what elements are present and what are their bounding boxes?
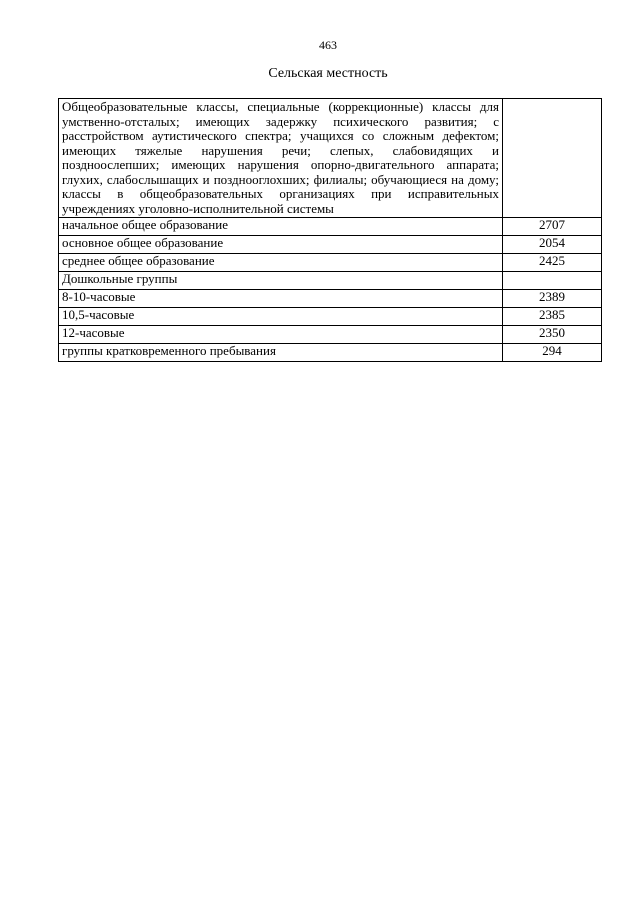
table-cell-label: 10,5-часовые	[59, 308, 503, 326]
section-title: Сельская местность	[268, 66, 388, 81]
table-row	[59, 326, 602, 344]
table-row	[59, 344, 602, 362]
table-cell-label: 8-10-часовые	[59, 290, 503, 308]
table-cell-value	[503, 99, 602, 218]
table-row	[59, 272, 602, 290]
table-cell-label: 12-часовые	[59, 326, 503, 344]
table-cell-label: Общеобразовательные классы, специальные (коррекционные) классы для умственно-отсталых; имеющих задержку психического развития; с расстройством аутистического спектра; учащихся со сложным дефектом; имеющих тяжелые нарушения речи; слепых, слабовидящих и поздноослепших; имеющих нарушения опорно-двигательного аппарата; глухих, слабослышащих и позднооглохших; филиалы; обучающиеся на дому; классы в общеобразовательных организациях при исправительных учреждениях уголовно-исполнительной системы	[59, 99, 503, 218]
table-cell-value: 2385	[503, 308, 602, 326]
table-cell-label: основное общее образование	[59, 236, 503, 254]
table-row	[59, 308, 602, 326]
table-cell-label: Дошкольные группы	[59, 272, 503, 290]
table-row	[59, 236, 602, 254]
data-table	[58, 98, 602, 362]
table-row	[59, 290, 602, 308]
page-number: 463	[319, 38, 337, 52]
table-cell-label: начальное общее образование	[59, 218, 503, 236]
table-cell-label: среднее общее образование	[59, 254, 503, 272]
table-row-header	[59, 99, 602, 218]
table-row	[59, 218, 602, 236]
table-cell-value: 2425	[503, 254, 602, 272]
table-cell-value: 2707	[503, 218, 602, 236]
table-cell-value: 2054	[503, 236, 602, 254]
table-cell-value	[503, 272, 602, 290]
table-cell-value: 2389	[503, 290, 602, 308]
table-cell-label: группы кратковременного пребывания	[59, 344, 503, 362]
table-row	[59, 254, 602, 272]
table-cell-value: 2350	[503, 326, 602, 344]
table-cell-value: 294	[503, 344, 602, 362]
